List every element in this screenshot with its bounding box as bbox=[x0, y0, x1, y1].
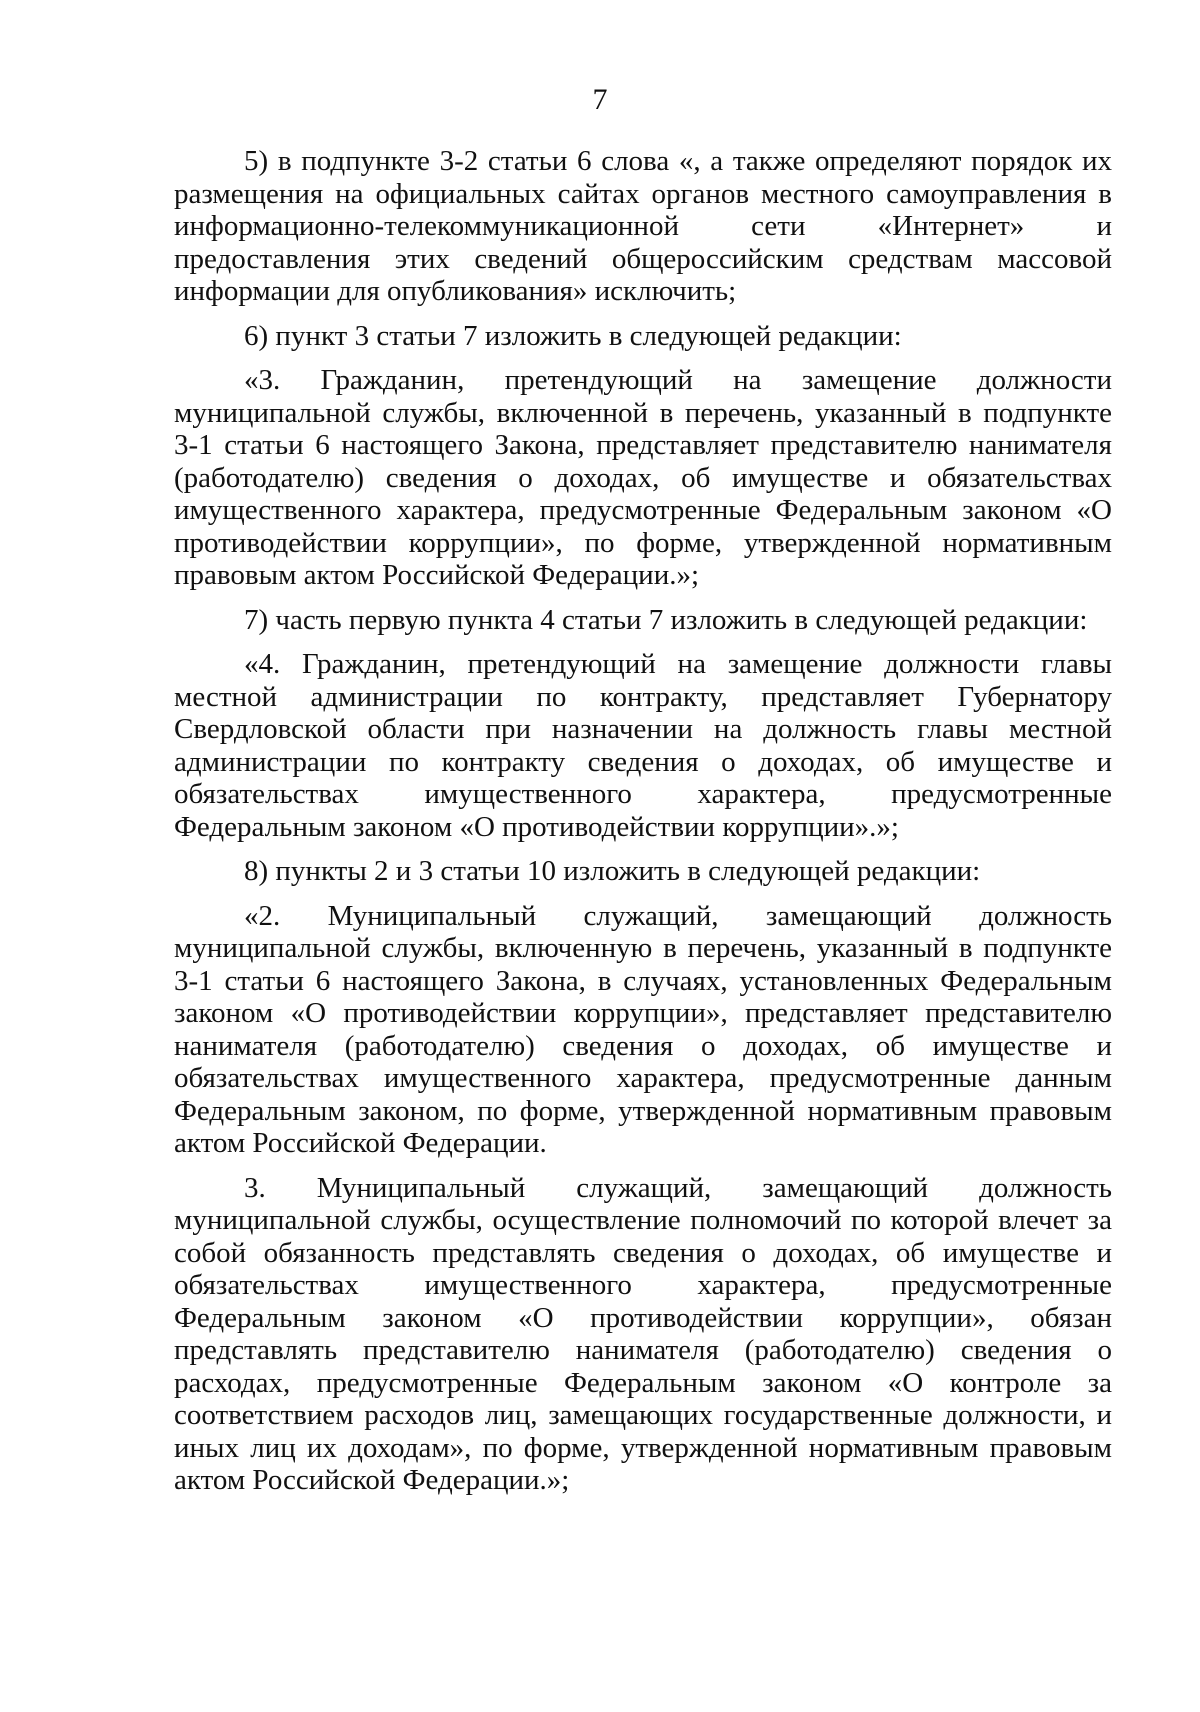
page-number: 7 bbox=[592, 83, 608, 116]
paragraph-quote-4: «4. Гражданин, претендующий на замещение должности главы местной администрации по контракту, представляет Губернатору Свердловской области при назначении на должность главы местной администрации по контракту сведения о доходах, об имуществе и обязательствах имущественного характера, предусмотренные Федеральным законом «О противодействии коррупции».»; bbox=[174, 648, 1112, 843]
paragraph-quote-3: «3. Гражданин, претендующий на замещение должности муниципальной службы, включенной в перечень, указанный в подпункте 3-1 статьи 6 настоящего Закона, представляет представителю нанимателя (работодателю) сведения о доходах, об имуществе и обязательствах имущественного характера, предусмотренные Федеральным законом «О противодействии коррупции», по форме, утвержденной нормативным правовым актом Российской Федерации.»; bbox=[174, 364, 1112, 591]
paragraph-item-7: 7) часть первую пункта 4 статьи 7 изложить в следующей редакции: bbox=[244, 603, 1088, 636]
paragraph-point-3: 3. Муниципальный служащий, замещающий должность муниципальной службы, осуществление полномочий по которой влечет за собой обязанность представлять сведения о доходах, об имуществе и обязательствах имущественного характера, предусмотренные Федеральным законом «О противодействии коррупции», обязан представлять представителю нанимателя (работодателю) сведения о расходах, предусмотренные Федеральным законом «О контроле за соответствием расходов лиц, замещающих государственные должности, и иных лиц их доходам», по форме, утвержденной нормативным правовым актом Российской Федерации.»; bbox=[174, 1171, 1112, 1496]
paragraph-item-6: 6) пункт 3 статьи 7 изложить в следующей редакции: bbox=[244, 319, 902, 352]
paragraph-item-8: 8) пункты 2 и 3 статьи 10 изложить в следующей редакции: bbox=[244, 855, 981, 887]
paragraph-quote-2: «2. Муниципальный служащий, замещающий должность муниципальной службы, включенную в перечень, указанный в подпункте 3-1 статьи 6 настоящего Закона, в случаях, установленных Федеральным законом «О противодействии коррупции», представляет представителю нанимателя (работодателю) сведения о доходах, об имуществе и обязательствах имущественного характера, предусмотренные данным Федеральным законом, по форме, утвержденной нормативным правовым актом Российской Федерации. bbox=[174, 899, 1112, 1159]
paragraph-item-5: 5) в подпункте 3-2 статьи 6 слова «, а также определяют порядок их размещения на официальных сайтах органов местного самоуправления в информационно-телекоммуникационной сети «Интернет» и предоставления этих сведений общероссийским средствам массовой информации для опубликования» исключить; bbox=[174, 145, 1112, 307]
document-body bbox=[174, 145, 1112, 1509]
